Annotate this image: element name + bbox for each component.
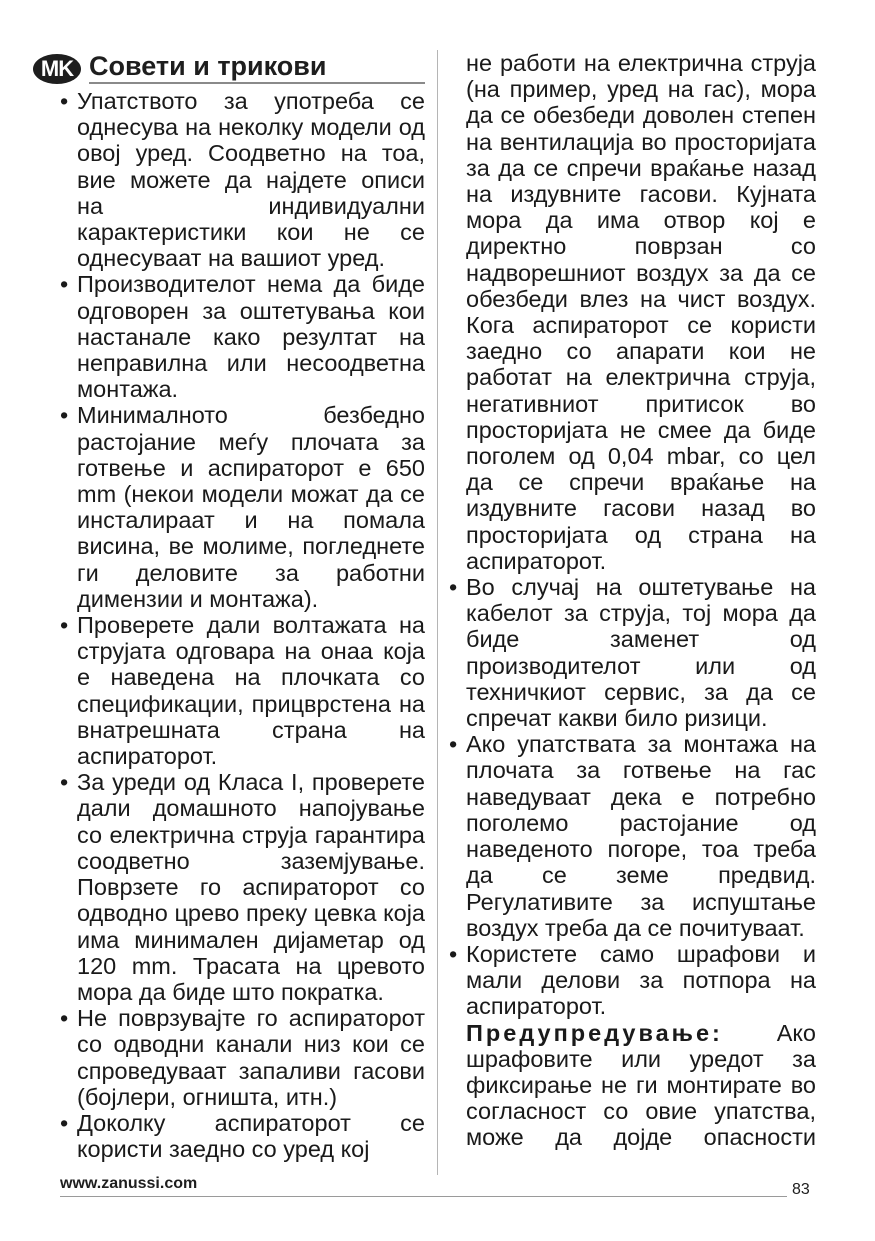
list-item: • Минималното безбедно растојание меѓу плочата за готвење и аспираторот е 650 mm (некои модели можат да се инсталираат и на помала висина, ве молиме, погледнете ги деловите за работни димензии и монтажа). (60, 402, 425, 612)
footer-url: www.zanussi.com (60, 1175, 198, 1192)
continued-paragraph: не работи на електрична струја (на пример, уред на гас), мора да се обезбеди доволен степен на вентилација во просторијата за да се спречи враќање назад на издувните гасови. Кујната мора да има отвор кој е директно поврзан со надворешниот воздух за да се обезбеди влез на чист воздух. Кога аспираторот се користи заедно со апарати кои не работат на електрична струја, негативниот притисок во просторијата не смее да биде поголем од 0,04 mbar, со цел да се спречи враќање на издувните гасови назад во просторијата од страна на аспираторот. (466, 50, 816, 574)
language-badge: MK (33, 54, 81, 84)
list-item: • Не поврзувајте го аспираторот со одводни канали низ кои се спроведуваат запаливи гасови (бојлери, огништа, итн.) (60, 1005, 425, 1110)
left-column (60, 88, 425, 1162)
column-divider (437, 50, 438, 1175)
warning-label: Предупредување: (466, 1019, 723, 1046)
list-item: • Производителот нема да биде одговорен за оштетувања кои настанале како резултат на неправилна или несоодветна монтажа. (60, 271, 425, 402)
list-item: • Проверете дали волтажата на струјата одговара на онаа која е наведена на плочката со спецификации, прицврстена на внатрешната страна на аспираторот. (60, 612, 425, 769)
list-item: • Доколку аспираторот се користи заедно со уред кој (60, 1110, 425, 1162)
left-bullet-list (60, 88, 425, 1162)
right-bullet-list (449, 574, 816, 1019)
list-item: • Ако упатствата за монтажа на плочата за готвење на гас наведуваат дека е потребно поголемо растојание од наведеното погоре, тоа треба да се земе предвид. Регулативите за испуштање воздух треба да се почитуваат. (449, 731, 816, 941)
title-underline (89, 82, 425, 84)
section-header (33, 44, 425, 84)
footer-divider (60, 1196, 787, 1197)
warning-paragraph (449, 1020, 816, 1151)
page-number: 83 (792, 1181, 810, 1198)
list-item: • Упатството за употреба се однесува на неколку модели од овој уред. Соодветно на тоа, вие можете да најдете описи на индивидуални карактеристики кои не се однесуваат на вашиот уред. (60, 88, 425, 271)
list-item: • Користете само шрафови и мали делови за потпора на аспираторот. (449, 941, 816, 1020)
list-item: • За уреди од Класа I, проверете дали домашното напојување со електрична струја гарантира соодветно заземјување. Поврзете го аспираторот со одводно црево преку цевка која има минимален дијаметар од 120 mm. Трасата на цревото мора да биде што пократка. (60, 769, 425, 1005)
list-item: • Во случај на оштетување на кабелот за струја, тој мора да биде заменет од производителот или од техничкиот сервис, за да се спречат какви било ризици. (449, 574, 816, 731)
section-title: Совети и трикови (89, 51, 327, 81)
warning-text: Ако шрафовите или уредот за фиксирање не ги монтирате во согласност со овие упатства, може да дојде опасности (466, 1019, 816, 1151)
right-column (449, 50, 816, 1151)
